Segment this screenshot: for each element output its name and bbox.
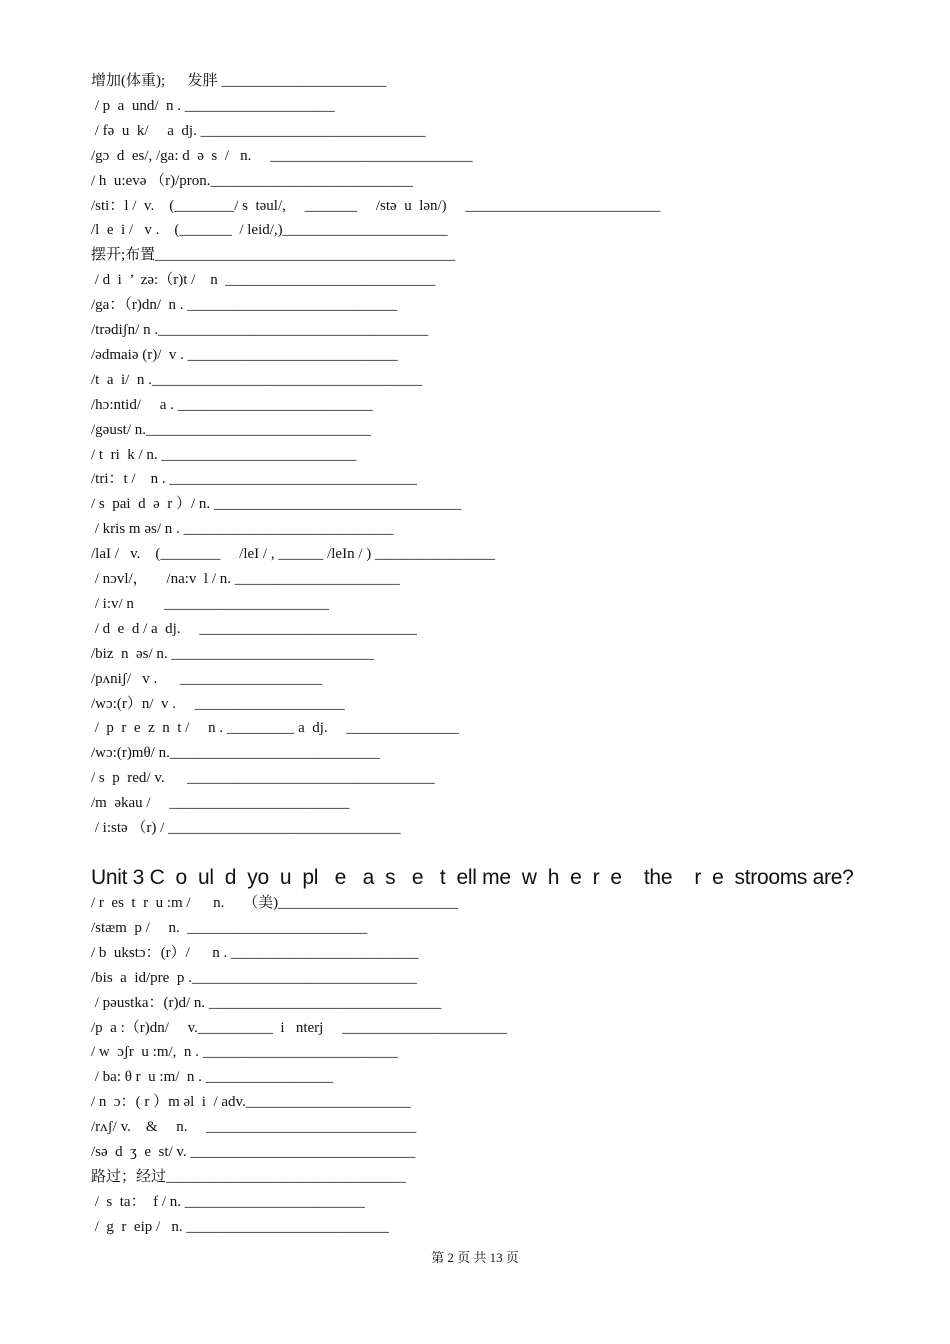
vocab-line: /gəust/ n.______________________________: [91, 421, 371, 438]
vocab-line: / i:stə （r) / _______________________________: [91, 820, 401, 836]
vocab-line: /l e i / v . (_______ / leid/,)______________________: [91, 222, 448, 239]
vocab-line: /tri：t / n . _________________________________: [91, 471, 417, 488]
vocab-line: / b ukstɔ：(r）/ n . _________________________: [91, 944, 419, 961]
vocab-line: / s p red/ v. _________________________________: [91, 770, 435, 787]
vocab-line: / r es t r u :m / n. （美)________________________: [91, 895, 459, 911]
vocab-line: / d i ’ zə:（r)t / n ____________________________: [91, 272, 436, 289]
vocab-line: 路过；经过________________________________: [91, 1168, 407, 1185]
vocab-line: 摆开;布置________________________________________: [91, 247, 456, 264]
vocab-line: / d e d / a dj. _____________________________: [91, 620, 417, 637]
vocab-line: /ədmaiə (r)/ v . ____________________________: [91, 346, 398, 363]
vocab-line: / s pai d ə r ）/ n. _________________________________: [91, 496, 462, 513]
vocab-line: / fə u k/ a dj. ______________________________: [91, 122, 426, 139]
vocab-line: / t ri k / n. __________________________: [91, 446, 357, 463]
vocab-line: /sti：l / v. (________/ s təul/, _______ /stə u lən/) __________________________: [91, 197, 661, 214]
vocab-line: / w ɔʃr u :m/, n . __________________________: [91, 1044, 398, 1061]
vocab-line: /hɔ:ntid/ a . __________________________: [91, 396, 373, 413]
vocab-line: /biz n əs/ n. ___________________________: [91, 645, 374, 662]
vocab-line: /pʌniʃ/ v . ___________________: [91, 670, 323, 687]
vocab-line: /trədiʃn/ n .____________________________________: [91, 322, 429, 338]
vocab-line: /t a i/ n .____________________________________: [91, 371, 422, 388]
vocab-line: / kris m əs/ n . ____________________________: [91, 521, 394, 538]
vocab-line: /p a :（r)dn/ v.__________ i nterj ______________________: [91, 1019, 508, 1036]
vocab-line: / h u:evə （r)/pron.___________________________: [91, 172, 414, 189]
vocab-line: /sə d ʒ e st/ v. ______________________________: [91, 1144, 416, 1160]
vocab-line: / pəustka：(r)d/ n. _______________________________: [91, 994, 442, 1011]
vocab-line: /bis a id/pre p .______________________________: [91, 969, 417, 986]
vocab-line: / p a und/ n . ____________________: [91, 97, 335, 114]
vocab-line: / nɔvl/， /na:v l / n. ______________________: [91, 571, 400, 587]
vocab-line: /ga：（r)dn/ n . ____________________________: [91, 297, 398, 314]
vocab-line: / n ɔ：( r ）m əl i / adv.______________________: [91, 1094, 411, 1111]
vocab-line: /rʌʃ/ v. & n. ____________________________: [91, 1119, 417, 1136]
vocab-line: /laI / v. (________ /leI / , ______ /leIn / ) ________________: [91, 546, 495, 563]
unit-3-heading: Unit 3 C o ul d yo u pl e a s e t ell me w h e r e the r e strooms are?: [91, 866, 854, 889]
vocab-line: /m əkau / ________________________: [91, 795, 350, 812]
vocab-line: / ba: θ r u :m/ n . _________________: [91, 1069, 334, 1086]
vocab-line: /gɔ d es/, /ga: d ə s / n. ___________________________: [91, 147, 473, 164]
vocab-line: / i:v/ n ______________________: [91, 595, 329, 612]
page-footer: 第 2 页 共 13 页: [431, 1250, 519, 1265]
vocab-line: / s ta： f / n. ________________________: [91, 1193, 365, 1210]
vocab-line: /stæm p / n. ________________________: [91, 919, 368, 936]
vocab-line: 增加(体重); 发胖 ______________________: [91, 73, 387, 89]
vocab-line: /wɔ:(r)mθ/ n.____________________________: [91, 745, 380, 762]
vocab-line: / p r e z n t / n . _________ a dj. _______________: [91, 720, 459, 737]
vocab-line: / g r eip / n. ___________________________: [91, 1218, 389, 1235]
vocab-line: /wɔ:(r）n/ v . ____________________: [91, 695, 345, 712]
